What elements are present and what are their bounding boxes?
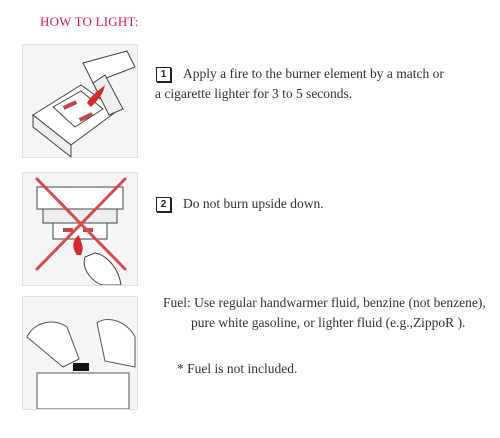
step-number-badge: 2: [156, 197, 171, 212]
fuel-line1: Fuel: Use regular handwarmer fluid, benzine (not benzene),: [163, 295, 486, 310]
light-burner-drawing: [23, 45, 137, 157]
page-title: HOW TO LIGHT:: [40, 14, 139, 29]
fuel-cap: [73, 363, 89, 371]
step-number-badge: 1: [156, 67, 171, 82]
illustration-fueling: [22, 296, 138, 410]
illustration-upside-down: [22, 172, 138, 286]
fueling-drawing: [23, 297, 137, 409]
fuel-instructions: [163, 293, 486, 333]
step-1: [156, 64, 444, 104]
upside-down-drawing: [23, 173, 137, 285]
step-1-line2: a cigarette lighter for 3 to 5 seconds.: [155, 86, 353, 101]
fuel-not-included-note: * Fuel is not included.: [177, 361, 298, 376]
illustration-light-burner: [22, 44, 138, 158]
step-2-line1: Do not burn upside down.: [183, 196, 324, 211]
step-1-line1: Apply a fire to the burner element by a match or: [183, 66, 444, 81]
step-2: [156, 194, 324, 214]
fuel-line2: pure white gasoline, or lighter fluid (e.g.,ZippoR ).: [191, 315, 466, 330]
